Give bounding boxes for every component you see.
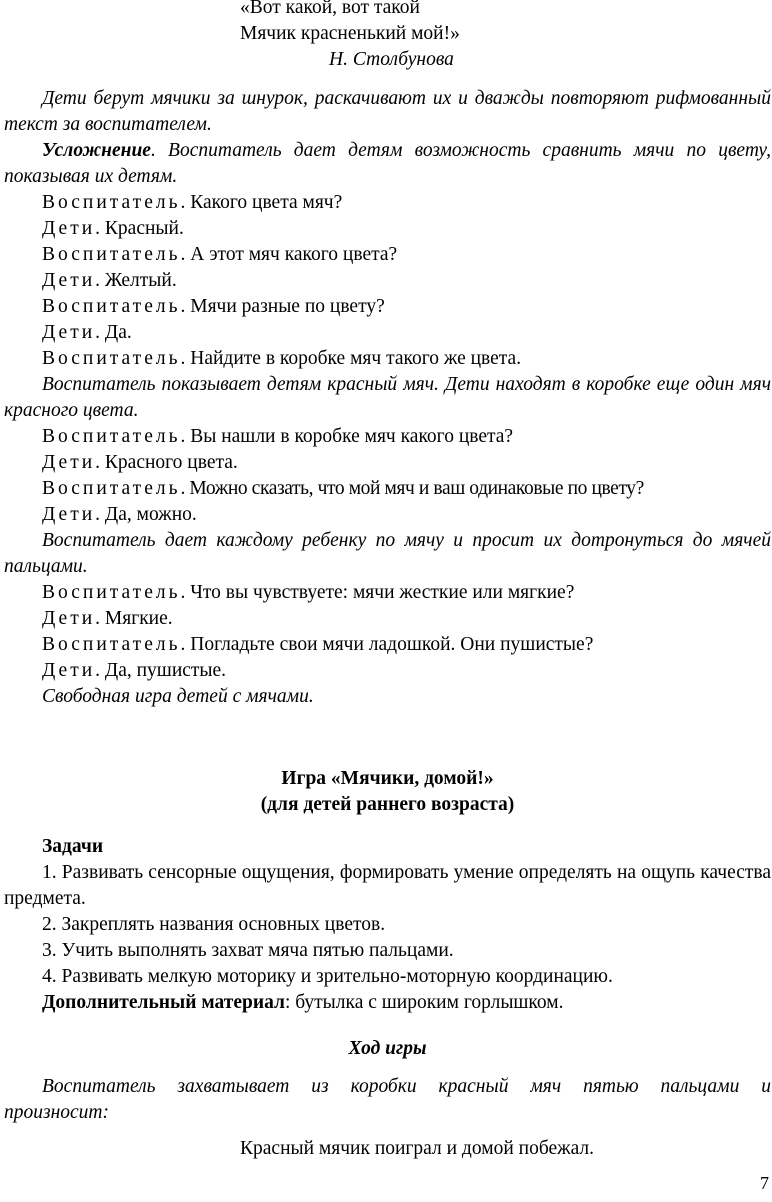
progress-heading: Ход игры <box>348 1038 427 1059</box>
speaker: Дети <box>42 270 96 291</box>
dialogue-line <box>4 580 771 606</box>
dialogue-line <box>4 216 771 242</box>
dialogue-line <box>4 294 771 320</box>
dialogue-block-2 <box>4 424 771 528</box>
dialogue-block-3 <box>4 580 771 684</box>
utterance: . Да, пушистые. <box>95 660 227 681</box>
utterance: . Какого цвета мяч? <box>180 192 343 213</box>
complication-paragraph <box>4 138 771 190</box>
speaker: Воспитатель <box>42 634 181 655</box>
task-item-2: 2. Закреплять названия основных цветов. <box>42 914 386 935</box>
complication-label: Усложнение <box>42 140 151 161</box>
speaker: Дети <box>42 660 96 681</box>
speaker: Воспитатель <box>42 296 181 317</box>
utterance: . Мягкие. <box>95 608 173 629</box>
utterance: . Да, можно. <box>95 504 197 525</box>
dialogue-line <box>4 242 771 268</box>
game-title: Игра «Мячики, домой!» <box>281 768 494 789</box>
speaker: Дети <box>42 218 96 239</box>
material-label: Дополнительный материал <box>42 992 285 1013</box>
dialogue-block-1 <box>4 190 771 372</box>
dialogue-line <box>4 268 771 294</box>
utterance: . Мячи разные по цвету? <box>180 296 385 317</box>
utterance: . Да. <box>95 322 132 343</box>
verse-line-1: «Вот какой, вот такой <box>240 0 420 18</box>
spacer <box>4 1016 771 1036</box>
speaker: Воспитатель <box>42 192 181 213</box>
progress-paragraph: Воспитатель захватывает из коробки красный мяч пятью пальцами и произносит: <box>4 1076 771 1123</box>
spacer <box>4 1126 771 1136</box>
task-item-3: 3. Учить выполнять захват мяча пятью пальцами. <box>42 940 454 961</box>
spacer <box>4 736 771 766</box>
stage-note-2: Воспитатель дает каждому ребенку по мячу и просит их дотронуться до мячей пальцами. <box>4 530 771 577</box>
task-item-1: 1. Развивать сенсорные ощущения, формировать умение определять на ощупь качества предмета. <box>4 862 771 909</box>
dialogue-line <box>4 450 771 476</box>
dialogue-line <box>4 632 771 658</box>
utterance: . Найдите в коробке мяч такого же цвета. <box>180 348 522 369</box>
utterance: . А этот мяч какого цвета? <box>180 244 398 265</box>
speaker: Воспитатель <box>42 348 181 369</box>
utterance: . Что вы чувствуете: мячи жесткие или мягкие? <box>180 582 575 603</box>
speaker: Воспитатель <box>42 244 181 265</box>
speaker: Дети <box>42 322 96 343</box>
dialogue-line <box>4 190 771 216</box>
utterance: . Красный. <box>95 218 184 239</box>
complication-text: . Воспитатель дает детям возможность сравнить мячи по цвету, показывая их детям. <box>4 140 771 187</box>
task-item-4: 4. Развивать мелкую моторику и зрительно-моторную координацию. <box>42 966 613 987</box>
speaker: Воспитатель <box>42 426 181 447</box>
speaker: Воспитатель <box>42 582 181 603</box>
dialogue-line <box>4 606 771 632</box>
speaker: Воспитатель <box>42 478 181 499</box>
verse-line-2: Мячик красненький мой!» <box>240 23 460 44</box>
dialogue-line <box>4 424 771 450</box>
utterance: . Желтый. <box>95 270 177 291</box>
page-number: 7 <box>760 1173 769 1193</box>
tasks-heading: Задачи <box>42 836 104 857</box>
spacer <box>4 818 771 834</box>
utterance: . Можно сказать, что мой мяч и ваш одинаковые по цвету? <box>180 478 644 499</box>
dialogue-line <box>4 476 771 502</box>
dialogue-line <box>4 346 771 372</box>
utterance: . Красного цвета. <box>95 452 238 473</box>
dialogue-line <box>4 320 771 346</box>
game-subtitle: (для детей раннего возраста) <box>260 794 515 815</box>
utterance: . Вы нашли в коробке мяч какого цвета? <box>180 426 514 447</box>
speaker: Дети <box>42 504 96 525</box>
verse-author: Н. Столбунова <box>329 49 454 70</box>
speaker: Дети <box>42 452 96 473</box>
dialogue-line <box>4 658 771 684</box>
game-verse-line: Красный мячик поиграл и домой побежал. <box>240 1138 595 1159</box>
speaker: Дети <box>42 608 96 629</box>
dialogue-line <box>4 502 771 528</box>
intro-paragraph: Дети берут мячики за шнурок, раскачивают их и дважды повторяют рифмованный текст за воспитателем. <box>4 88 771 135</box>
closing-note: Свободная игра детей с мячами. <box>42 686 314 707</box>
stage-note-1: Воспитатель показывает детям красный мяч. Дети находят в коробке еще один мяч красного цвета. <box>4 374 771 421</box>
material-text: : бутылка с широким горлышком. <box>284 992 564 1013</box>
material-line <box>4 990 771 1016</box>
utterance: . Погладьте свои мячи ладошкой. Они пушистые? <box>180 634 594 655</box>
spacer <box>4 1062 771 1074</box>
spacer <box>4 710 771 736</box>
